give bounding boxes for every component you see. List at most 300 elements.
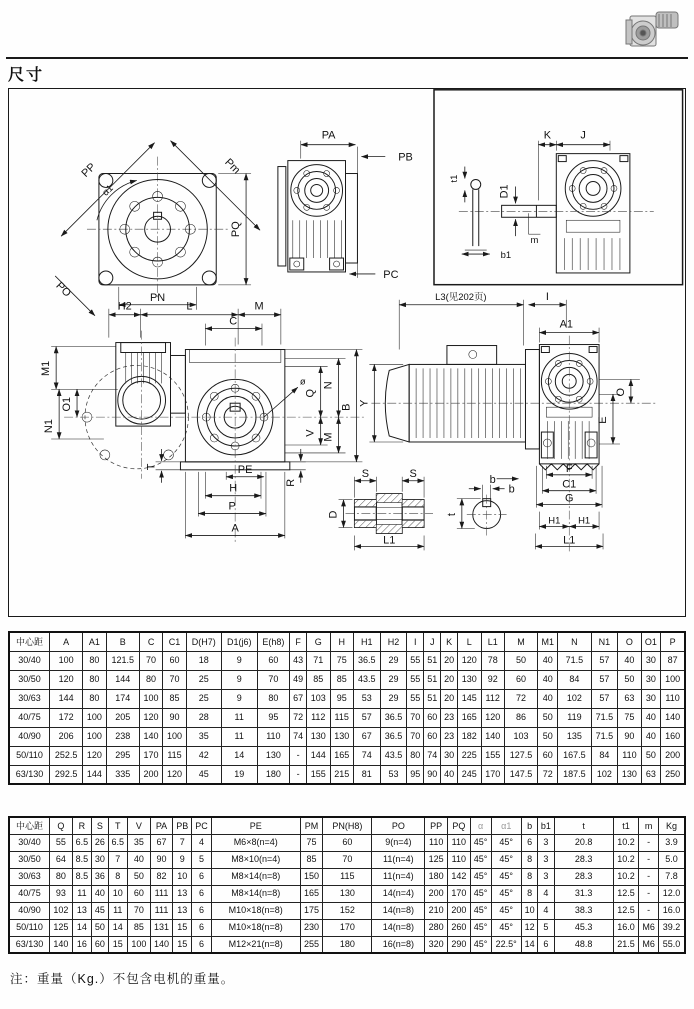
data-cell: 30 — [92, 851, 108, 868]
data-cell: M10×18(n=8) — [211, 919, 300, 936]
dim-label-T: T — [145, 463, 158, 471]
dim-label-H1-right: H1 — [578, 515, 591, 527]
data-cell: 63 — [618, 689, 641, 708]
dimension-drawing — [9, 89, 684, 615]
data-cell: M6×8(n=4) — [211, 834, 300, 851]
data-cell: 10 — [521, 902, 537, 919]
data-cell: 60 — [92, 936, 108, 953]
data-cell: 30 — [641, 670, 661, 689]
column-header: I — [407, 632, 424, 651]
data-cell: 6 — [521, 834, 537, 851]
table-row — [9, 765, 685, 784]
dim-label-Pm: Pm — [222, 156, 243, 177]
table-row — [9, 834, 685, 851]
data-cell: 292.5 — [50, 765, 83, 784]
column-header: H2 — [380, 632, 407, 651]
column-header: m — [639, 817, 659, 834]
data-cell: 245 — [458, 765, 481, 784]
data-cell: 30/63 — [9, 868, 50, 885]
data-cell: 74 — [353, 746, 380, 765]
data-cell: 70 — [407, 708, 424, 727]
data-cell: 170 — [481, 765, 504, 784]
data-cell: 50 — [538, 708, 558, 727]
data-cell: 180 — [425, 868, 448, 885]
data-cell: 12 — [521, 919, 537, 936]
data-cell: 144 — [83, 765, 106, 784]
data-cell: M8×14(n=8) — [211, 868, 300, 885]
data-cell: 40/90 — [9, 727, 50, 746]
data-cell: 103 — [504, 727, 537, 746]
data-cell: 130 — [323, 885, 372, 902]
dim-label-PC: PC — [383, 268, 399, 281]
data-cell: 70 — [323, 851, 372, 868]
dim-label-PQ: PQ — [230, 221, 243, 238]
data-cell: 7 — [108, 851, 128, 868]
data-cell: 180 — [257, 765, 290, 784]
data-cell: 35 — [186, 727, 221, 746]
data-cell: 3 — [538, 851, 554, 868]
header-row — [9, 632, 685, 651]
column-header: PM — [300, 817, 323, 834]
dim-label-t1: t1 — [448, 174, 460, 183]
data-cell: 71.5 — [558, 651, 591, 670]
data-cell: 63 — [641, 765, 661, 784]
dim-label-Q: Q — [304, 389, 317, 398]
data-cell: 100 — [128, 936, 151, 953]
data-cell: 4 — [192, 834, 212, 851]
data-cell: 36.5 — [380, 727, 407, 746]
data-cell: 9(n=4) — [372, 834, 425, 851]
column-header: P — [661, 632, 685, 651]
data-cell: 45° — [470, 936, 491, 953]
column-header: 中心距 — [9, 632, 50, 651]
data-cell: 80 — [83, 670, 106, 689]
data-cell: 57 — [591, 689, 618, 708]
gearbox-side-view — [278, 130, 413, 281]
data-cell: 115 — [323, 868, 372, 885]
column-header: T — [108, 817, 128, 834]
data-cell: 40 — [538, 689, 558, 708]
data-cell: 38.3 — [554, 902, 613, 919]
data-cell: 51 — [424, 670, 441, 689]
data-cell: 4 — [538, 885, 554, 902]
dim-label-K: K — [543, 129, 552, 142]
data-cell: 45° — [491, 919, 521, 936]
column-header: O — [618, 632, 641, 651]
data-cell: 55 — [50, 834, 73, 851]
data-cell: 111 — [150, 885, 173, 902]
data-cell: 25 — [186, 670, 221, 689]
data-cell: M12×21(n=8) — [211, 936, 300, 953]
data-cell: 26 — [92, 834, 108, 851]
data-cell: 40 — [538, 670, 558, 689]
data-cell: 280 — [425, 919, 448, 936]
data-cell: 100 — [163, 727, 186, 746]
data-cell: 30 — [441, 746, 458, 765]
data-cell: 45° — [491, 885, 521, 902]
data-cell: 200 — [661, 746, 685, 765]
table-row — [9, 689, 685, 708]
data-cell: 40 — [441, 765, 458, 784]
data-cell: 250 — [661, 765, 685, 784]
dim-label-D: D — [327, 510, 340, 519]
dimension-drawing-panel — [8, 88, 686, 617]
dim-label-C: C — [229, 315, 238, 328]
data-cell: - — [290, 746, 307, 765]
data-cell: 200 — [139, 765, 162, 784]
data-cell: 85 — [163, 689, 186, 708]
data-cell: 165 — [330, 746, 353, 765]
data-cell: 16.0 — [658, 902, 685, 919]
data-cell: 14(n=8) — [372, 902, 425, 919]
data-cell: 92 — [481, 670, 504, 689]
data-cell: 67 — [150, 834, 173, 851]
data-cell: 63/130 — [9, 936, 50, 953]
data-cell: 130 — [458, 670, 481, 689]
data-cell: 9 — [221, 689, 257, 708]
data-cell: 14 — [521, 936, 537, 953]
data-cell: 6.5 — [108, 834, 128, 851]
data-cell: 144 — [50, 689, 83, 708]
dim-label-PN: PN — [149, 291, 166, 304]
data-cell: M10×18(n=8) — [211, 902, 300, 919]
data-cell: 120 — [50, 670, 83, 689]
data-cell: 20 — [441, 670, 458, 689]
data-cell: 36.5 — [380, 708, 407, 727]
dim-label-PB: PB — [398, 151, 413, 164]
table-row — [9, 670, 685, 689]
column-header: B — [106, 632, 139, 651]
data-cell: 43 — [290, 651, 307, 670]
data-cell: 11(n=4) — [372, 868, 425, 885]
data-cell: 120 — [458, 651, 481, 670]
dim-label-V: V — [304, 429, 317, 437]
table-row — [9, 902, 685, 919]
data-cell: 42 — [186, 746, 221, 765]
data-cell: 60 — [257, 651, 290, 670]
data-cell: 120 — [163, 765, 186, 784]
data-cell: 9 — [221, 651, 257, 670]
data-cell: 50 — [641, 746, 661, 765]
data-cell: 110 — [661, 689, 685, 708]
data-cell: 30/40 — [9, 834, 50, 851]
data-cell: 75 — [300, 834, 323, 851]
column-header: H — [330, 632, 353, 651]
column-header: Kg — [658, 817, 685, 834]
data-cell: M6 — [639, 936, 659, 953]
data-cell: 71 — [307, 651, 330, 670]
data-cell: 45° — [491, 834, 521, 851]
product-photo-gearbox — [616, 6, 686, 56]
data-cell: - — [639, 868, 659, 885]
table-row — [9, 868, 685, 885]
data-cell: 57 — [591, 670, 618, 689]
column-header: t1 — [613, 817, 639, 834]
dim-label-phi: ø — [299, 376, 306, 388]
data-cell: 8.5 — [72, 851, 92, 868]
data-cell: 225 — [458, 746, 481, 765]
table2-body — [9, 834, 685, 953]
data-cell: 28 — [186, 708, 221, 727]
dim-label-P: P — [228, 500, 236, 513]
data-cell: 147.5 — [504, 765, 537, 784]
data-cell: 14 — [72, 919, 92, 936]
data-cell: 100 — [139, 689, 162, 708]
data-cell: 130 — [330, 727, 353, 746]
data-cell: M8×14(n=8) — [211, 885, 300, 902]
data-cell: 60 — [538, 746, 558, 765]
data-cell: 55 — [407, 651, 424, 670]
data-cell: 167.5 — [558, 746, 591, 765]
column-header: α1 — [491, 817, 521, 834]
data-cell: 335 — [106, 765, 139, 784]
data-cell: 12.0 — [658, 885, 685, 902]
data-cell: 11 — [221, 708, 257, 727]
data-cell: 50 — [92, 919, 108, 936]
data-cell: 205 — [106, 708, 139, 727]
dim-label-C1: C1 — [562, 478, 577, 491]
column-header: F — [290, 632, 307, 651]
data-cell: 180 — [323, 936, 372, 953]
data-cell: 155 — [481, 746, 504, 765]
dim-label-S-left: S — [361, 467, 370, 480]
data-cell: 174 — [106, 689, 139, 708]
data-cell: 70 — [257, 670, 290, 689]
data-cell: 45° — [470, 919, 491, 936]
data-cell: 49 — [290, 670, 307, 689]
data-cell: 85 — [128, 919, 151, 936]
data-cell: 80 — [257, 689, 290, 708]
data-cell: 30/50 — [9, 670, 50, 689]
column-header: D1(j6) — [221, 632, 257, 651]
data-cell: 11 — [221, 727, 257, 746]
data-cell: 43.5 — [380, 746, 407, 765]
data-cell: 23 — [441, 708, 458, 727]
data-cell: 28.3 — [554, 851, 613, 868]
data-cell: 142 — [448, 868, 471, 885]
data-cell: 8 — [521, 885, 537, 902]
data-cell: 6 — [192, 868, 212, 885]
data-cell: 6 — [192, 902, 212, 919]
data-cell: 30/63 — [9, 689, 50, 708]
column-header: R — [72, 817, 92, 834]
dim-label-M1: M1 — [40, 360, 53, 377]
data-cell: 71.5 — [591, 708, 618, 727]
data-cell: 100 — [50, 651, 83, 670]
data-cell: 22.5° — [491, 936, 521, 953]
data-cell: 40/75 — [9, 708, 50, 727]
data-cell: 20 — [441, 651, 458, 670]
data-cell: 55 — [407, 689, 424, 708]
data-cell: 5 — [538, 919, 554, 936]
data-cell: 110 — [618, 746, 641, 765]
dim-label-H: H — [229, 482, 238, 495]
dim-label-m: m — [530, 235, 539, 247]
data-cell: 51 — [424, 651, 441, 670]
data-cell: 60 — [504, 670, 537, 689]
data-cell: 165 — [458, 708, 481, 727]
data-cell: 102 — [591, 765, 618, 784]
data-cell: 172 — [50, 708, 83, 727]
data-cell: 45° — [491, 868, 521, 885]
data-cell: 40/90 — [9, 902, 50, 919]
table-row — [9, 851, 685, 868]
data-cell: 40 — [641, 708, 661, 727]
data-cell: 45 — [92, 902, 108, 919]
data-cell: 3 — [538, 868, 554, 885]
data-cell: 48.8 — [554, 936, 613, 953]
data-cell: 87 — [661, 651, 685, 670]
dim-label-L: L — [186, 300, 193, 313]
dim-label-H1-left: H1 — [548, 515, 561, 527]
data-cell: 29 — [380, 651, 407, 670]
data-cell: 200 — [425, 885, 448, 902]
data-cell: 45.3 — [554, 919, 613, 936]
data-cell: 144 — [106, 670, 139, 689]
data-cell: 95 — [407, 765, 424, 784]
data-cell: 140 — [661, 708, 685, 727]
data-cell: 55.0 — [658, 936, 685, 953]
dimension-table-2 — [8, 816, 686, 954]
dim-label-PP: PP — [79, 161, 99, 180]
data-cell: 36 — [92, 868, 108, 885]
data-cell: 120 — [83, 746, 106, 765]
data-cell: 155 — [307, 765, 330, 784]
data-cell: 80 — [139, 670, 162, 689]
data-cell: 78 — [481, 651, 504, 670]
data-cell: 182 — [458, 727, 481, 746]
data-cell: 19 — [221, 765, 257, 784]
data-cell: 160 — [661, 727, 685, 746]
data-cell: 30/40 — [9, 651, 50, 670]
dim-label-J: J — [580, 129, 586, 142]
column-header: E(h8) — [257, 632, 290, 651]
header-divider — [6, 57, 688, 59]
data-cell: 15 — [173, 919, 192, 936]
data-cell: 130 — [257, 746, 290, 765]
flange-front-view — [53, 141, 260, 316]
data-cell: 140 — [50, 936, 73, 953]
data-cell: 111 — [150, 902, 173, 919]
column-header: PB — [173, 817, 192, 834]
data-cell: 260 — [448, 919, 471, 936]
data-cell: 10 — [108, 885, 128, 902]
data-cell: 18 — [186, 651, 221, 670]
data-cell: - — [290, 765, 307, 784]
column-header: A1 — [83, 632, 106, 651]
dim-label-I: I — [545, 290, 549, 303]
data-cell: 67 — [353, 727, 380, 746]
data-cell: 40/75 — [9, 885, 50, 902]
data-cell: 70 — [139, 651, 162, 670]
data-cell: 74 — [290, 727, 307, 746]
data-cell: 230 — [300, 919, 323, 936]
data-cell: 53 — [380, 765, 407, 784]
data-cell: 82 — [150, 868, 173, 885]
dim-label-b-assembly: b — [489, 473, 496, 486]
data-cell: 130 — [307, 727, 330, 746]
data-cell: 84 — [591, 746, 618, 765]
dim-label-S-right: S — [409, 467, 417, 480]
data-cell: 30/50 — [9, 851, 50, 868]
data-cell: 103 — [307, 689, 330, 708]
data-cell: 50 — [618, 670, 641, 689]
dim-label-L3: L3(见202页) — [435, 291, 487, 303]
data-cell: 75 — [618, 708, 641, 727]
data-cell: 50/110 — [9, 919, 50, 936]
data-cell: 144 — [307, 746, 330, 765]
data-cell: 15 — [108, 936, 128, 953]
column-header: D(H7) — [186, 632, 221, 651]
table-row — [9, 651, 685, 670]
double-gearbox-front-view — [40, 301, 365, 545]
data-cell: 45° — [470, 902, 491, 919]
data-cell: 72 — [538, 765, 558, 784]
data-cell: 29 — [380, 689, 407, 708]
column-header: PP — [425, 817, 448, 834]
data-cell: 206 — [50, 727, 83, 746]
data-cell: 170 — [448, 885, 471, 902]
column-header: b1 — [538, 817, 554, 834]
data-cell: 43.5 — [353, 670, 380, 689]
column-header: PC — [192, 817, 212, 834]
data-cell: 6 — [192, 919, 212, 936]
dim-label-M-top: M — [254, 300, 264, 313]
column-header: V — [128, 817, 151, 834]
data-cell: 95 — [257, 708, 290, 727]
dim-label-L1-assembly: L1 — [563, 534, 576, 547]
table-row — [9, 746, 685, 765]
header-row — [9, 817, 685, 834]
data-cell: 130 — [618, 765, 641, 784]
data-cell: 152 — [323, 902, 372, 919]
data-cell: 60 — [163, 651, 186, 670]
data-cell: 14(n=4) — [372, 885, 425, 902]
column-header: PN(H8) — [323, 817, 372, 834]
column-header: PE — [211, 817, 300, 834]
data-cell: 120 — [139, 708, 162, 727]
data-cell: 40 — [538, 651, 558, 670]
dim-label-Y: Y — [358, 399, 371, 407]
data-cell: 80 — [407, 746, 424, 765]
column-header: N1 — [591, 632, 618, 651]
data-cell: 187.5 — [558, 765, 591, 784]
data-cell: 15 — [173, 936, 192, 953]
table-row — [9, 727, 685, 746]
dimension-table-1 — [8, 631, 686, 785]
data-cell: 238 — [106, 727, 139, 746]
data-cell: 53 — [353, 689, 380, 708]
data-cell: 50 — [504, 651, 537, 670]
data-cell: 40 — [618, 651, 641, 670]
data-cell: 60 — [323, 834, 372, 851]
data-cell: 125 — [50, 919, 73, 936]
data-cell: 6 — [192, 936, 212, 953]
data-cell: 75 — [330, 651, 353, 670]
data-cell: 86 — [504, 708, 537, 727]
data-cell: 21.5 — [613, 936, 639, 953]
data-cell: 12.5 — [613, 885, 639, 902]
column-header: PQ — [448, 817, 471, 834]
data-cell: 90 — [150, 851, 173, 868]
data-cell: 7.8 — [658, 868, 685, 885]
data-cell: 200 — [448, 902, 471, 919]
dim-label-M-side: M — [322, 432, 335, 442]
data-cell: 74 — [424, 746, 441, 765]
data-cell: 3 — [538, 834, 554, 851]
data-cell: 110 — [425, 834, 448, 851]
data-cell: 131 — [150, 919, 173, 936]
